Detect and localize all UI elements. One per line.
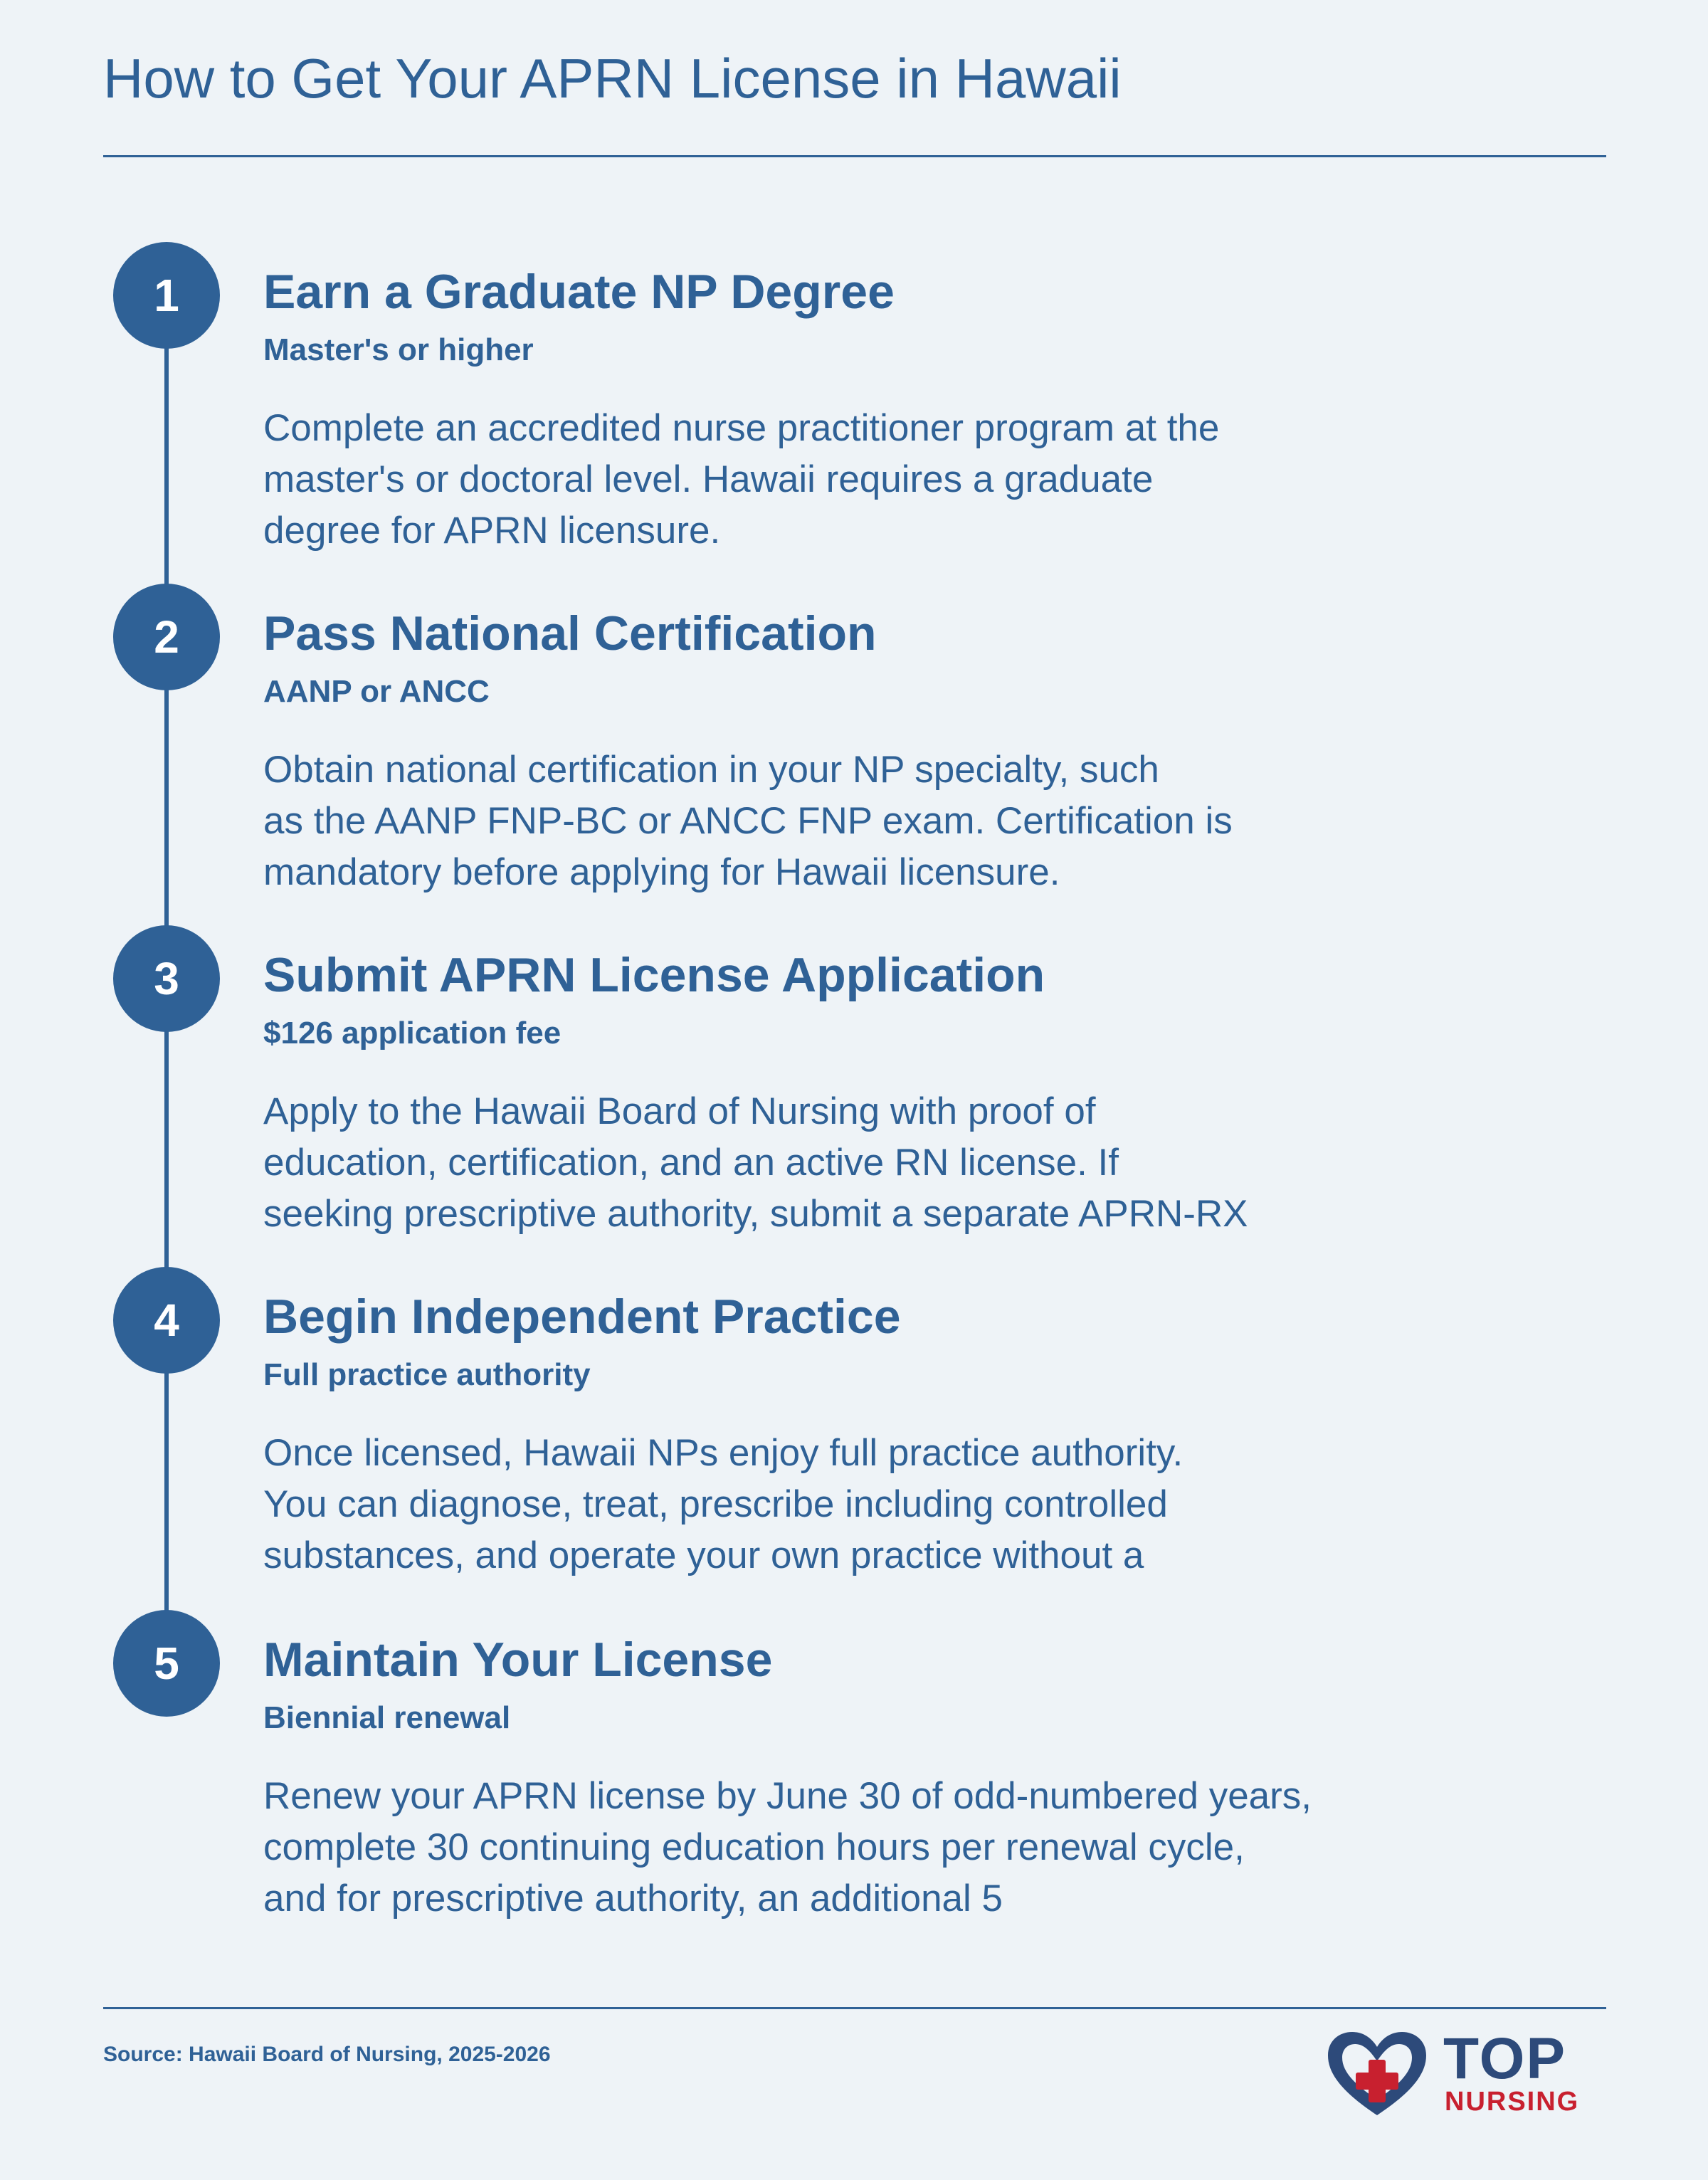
step-subtitle: Full practice authority [263, 1357, 591, 1392]
step-number-badge: 1 [113, 242, 220, 349]
step-description-line: substances, and operate your own practice without a [263, 1534, 1144, 1576]
step-description [263, 1771, 1473, 1924]
step-description-line: seeking prescriptive authority, submit a separate APRN-RX [263, 1193, 1248, 1235]
step-subtitle: AANP or ANCC [263, 674, 490, 709]
step-subtitle: $126 application fee [263, 1016, 562, 1050]
step-description-line: mandatory before applying for Hawaii licensure. [263, 851, 1060, 893]
step-description-line: Renew your APRN license by June 30 of odd-numbered years, [263, 1775, 1312, 1817]
step-description-line: Apply to the Hawaii Board of Nursing with proof of [263, 1090, 1096, 1132]
step-title: Submit APRN License Application [263, 948, 1045, 1002]
step-number-badge: 3 [113, 925, 220, 1032]
step-description [263, 1086, 1473, 1240]
step-description-line: and for prescriptive authority, an additional 5 [263, 1878, 1003, 1920]
source-note: Source: Hawaii Board of Nursing, 2025-2026 [103, 2043, 551, 2066]
step-description-line: Obtain national certification in your NP specialty, such [263, 749, 1159, 791]
step-description-line: Complete an accredited nurse practitioner program at the [263, 407, 1220, 449]
step-description [263, 403, 1473, 557]
step-description-line: as the AANP FNP-BC or ANCC FNP exam. Certification is [263, 800, 1233, 842]
step-number-badge: 2 [113, 584, 220, 690]
step-description [263, 744, 1473, 898]
footer-divider [103, 2007, 1606, 2009]
step-title: Maintain Your License [263, 1633, 773, 1687]
step-subtitle: Biennial renewal [263, 1700, 511, 1735]
step-number-badge: 4 [113, 1267, 220, 1374]
step-title: Earn a Graduate NP Degree [263, 265, 895, 319]
step-description-line: degree for APRN licensure. [263, 510, 721, 552]
step-description-line: You can diagnose, treat, prescribe including controlled [263, 1483, 1168, 1525]
logo-wordmark-nursing: NURSING [1445, 2087, 1580, 2117]
step-description-line: Once licensed, Hawaii NPs enjoy full practice authority. [263, 1432, 1184, 1474]
page-title: How to Get Your APRN License in Hawaii [103, 47, 1122, 110]
logo-wordmark-top: TOP [1443, 2026, 1567, 2091]
step-description [263, 1428, 1473, 1581]
step-title: Pass National Certification [263, 606, 877, 660]
top-nursing-logo [1324, 2028, 1608, 2121]
step-description-line: master's or doctoral level. Hawaii requires a graduate [263, 458, 1154, 500]
heart-cross-logo-icon [1324, 2028, 1430, 2121]
step-subtitle: Master's or higher [263, 332, 534, 367]
step-number-badge: 5 [113, 1610, 220, 1717]
step-description-line: complete 30 continuing education hours per renewal cycle, [263, 1826, 1245, 1868]
header-divider [103, 155, 1606, 157]
step-description-line: education, certification, and an active RN license. If [263, 1142, 1119, 1184]
step-title: Begin Independent Practice [263, 1290, 901, 1344]
